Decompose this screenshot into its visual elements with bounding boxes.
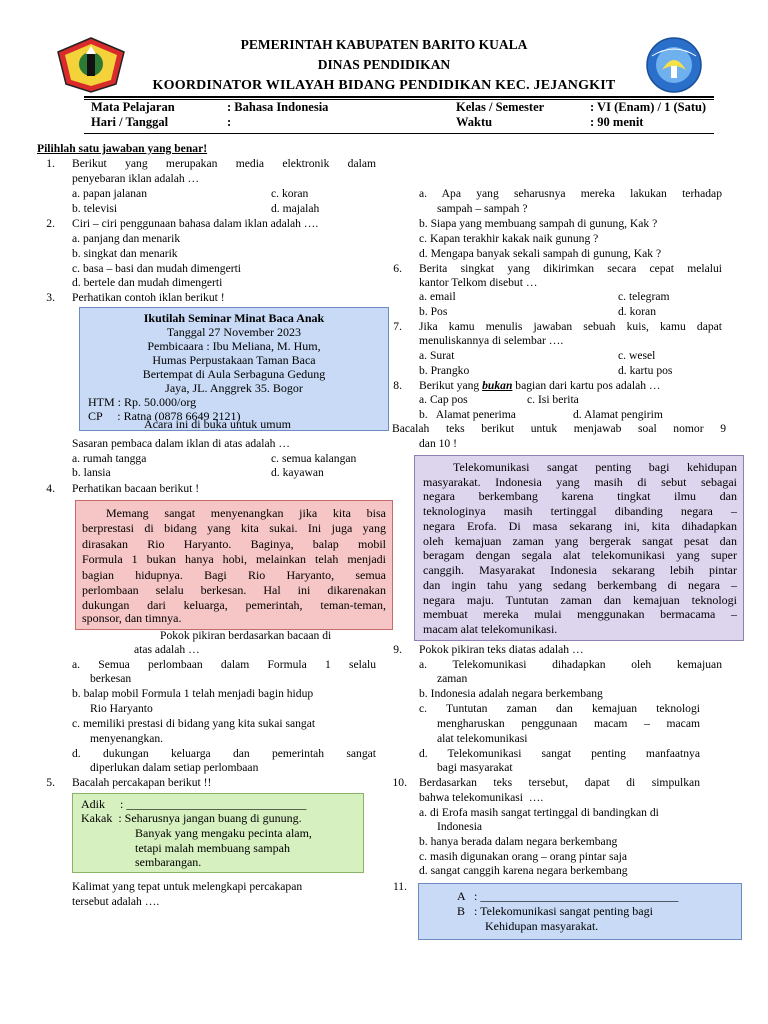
q1-number: 1. xyxy=(46,157,55,170)
q8-text-emphasis: bukan xyxy=(482,379,513,392)
q11-line-b: B : Telekomunikasi sangat penting bagi xyxy=(457,904,653,918)
header-department: DINAS PENDIDIKAN xyxy=(317,57,451,72)
q1-option-c[interactable]: c. koran xyxy=(271,187,309,200)
passage-line4: Formula 1 bukan hanya hobi, melainkan telah menjadi xyxy=(82,552,386,566)
q8-text xyxy=(419,379,661,394)
q3-number: 3. xyxy=(46,291,55,304)
q6-option-c[interactable]: c. telegram xyxy=(618,290,670,303)
telecom-line7: beragam dengan segala alat telekomunikasi yang super xyxy=(423,548,737,562)
q1-option-b[interactable]: b. televisi xyxy=(72,202,118,215)
q1-option-a[interactable]: a. papan jalanan xyxy=(72,187,147,200)
q7-option-a[interactable]: a. Surat xyxy=(419,349,455,362)
header-rule-thick xyxy=(84,96,714,98)
q2-option-c[interactable]: c. basa – basi dan mudah dimengerti xyxy=(72,262,242,275)
q7-option-b[interactable]: b. Prangko xyxy=(419,364,470,377)
q3-text: Perhatikan contoh iklan berikut ! xyxy=(72,291,225,304)
subject-label: Mata Pelajaran xyxy=(91,100,175,114)
q5-question-line2: tersebut adalah …. xyxy=(72,895,160,908)
conversation-kakak-line2: Banyak yang mengaku pecinta alam, xyxy=(135,826,312,840)
q2-option-a[interactable]: a. panjang dan menarik xyxy=(72,232,181,245)
time-value: : 90 menit xyxy=(590,115,644,129)
seminar-ad-box xyxy=(79,307,389,431)
q5-number: 5. xyxy=(46,776,55,789)
q4-option-c-cont: menyenangkan. xyxy=(90,732,164,745)
q6-text-line2: kantor Telkom disebut … xyxy=(419,276,538,289)
q2-number: 2. xyxy=(46,217,55,230)
ad-title: Ikutilah Seminar Minat Baca Anak xyxy=(143,311,325,325)
telecom-line1: Telekomunikasi sangat penting bagi kehidupan xyxy=(453,460,737,474)
q11-number: 11. xyxy=(392,880,407,893)
passage-line8: sponsor, dan timnya. xyxy=(82,611,182,625)
q9-option-c-cont1: mengharuskan penggunaan macam – macam xyxy=(437,717,700,730)
q1-text-line2: penyebaran iklan adalah … xyxy=(72,172,200,185)
q4-question-line1: Pokok pikiran berdasarkan bacaan di xyxy=(160,629,332,642)
header-coordinator: KOORDINATOR WILAYAH BIDANG PENDIDIKAN KEC. JEJANGKIT xyxy=(152,78,616,93)
q4-option-c[interactable]: c. memiliki prestasi di bidang yang kita sukai sangat xyxy=(72,717,316,730)
telecom-line9: dan ingin tahu yang sedang berkembang di negara – xyxy=(423,578,737,592)
telecom-line5: negara Erofa. Di masa sekarang ini, kita dihadapkan xyxy=(423,519,737,533)
q7-option-c[interactable]: c. wesel xyxy=(618,349,656,362)
q9-option-d[interactable]: d. Telekomunikasi sangat penting manfaatnya xyxy=(419,747,700,760)
day-value: : xyxy=(227,115,232,129)
q6-option-b[interactable]: b. Pos xyxy=(419,305,448,318)
telecom-line2: masyarakat. Indonesia yang masih di sebut sebagai xyxy=(423,475,737,489)
passage-line6: perlombaan selalu berkesan. Hal ini dikarenakan xyxy=(82,583,386,597)
q10-option-b[interactable]: b. hanya berada dalam negara berkembang xyxy=(419,835,618,848)
q6-option-d[interactable]: d. koran xyxy=(618,305,656,318)
q4-option-b-cont: Rio Haryanto xyxy=(90,702,153,715)
passage-line5: bagian hidupnya. Bagi Rio Haryanto, semua xyxy=(82,568,386,582)
ad-contact: CP : Ratna (0878 6649 2121) xyxy=(88,409,241,423)
q3-option-b[interactable]: b. lansia xyxy=(72,466,111,479)
q10-option-c[interactable]: c. masih digunakan orang – orang pintar saja xyxy=(419,850,627,863)
q5-text: Bacalah percakapan berikut !! xyxy=(72,776,212,789)
q9-option-b[interactable]: b. Indonesia adalah negara berkembang xyxy=(419,687,603,700)
day-label: Hari / Tanggal xyxy=(91,115,169,129)
ad-speaker-line1: Pembicaara : Ibu Meliana, M. Hum, xyxy=(147,339,321,353)
q4-option-d-cont: diperlukan dalam setiap perlombaan xyxy=(90,761,259,774)
q9-text: Pokok pikiran teks diatas adalah … xyxy=(419,643,584,656)
info-rule xyxy=(84,133,714,134)
q3-option-a[interactable]: a. rumah tangga xyxy=(72,452,147,465)
q9-option-c[interactable]: c. Tuntutan zaman dan kemajuan teknologi xyxy=(419,702,700,715)
q10-text-line2: bahwa telekomunikasi …. xyxy=(419,791,544,804)
q8-option-c[interactable]: c. Isi berita xyxy=(527,393,579,406)
q9-option-a[interactable]: a. Telekomunikasi dihadapkan oleh kemajuan xyxy=(419,658,722,671)
q5-option-c[interactable]: c. Kapan terakhir kakak naik gunung ? xyxy=(419,232,599,245)
q5-option-b[interactable]: b. Siapa yang membuang sampah di gunung, Kak ? xyxy=(419,217,658,230)
conversation-kakak-line1: Kakak : Seharusnya jangan buang di gunung. xyxy=(81,811,302,825)
telecom-line8: canggih. Masyarakat Indonesia sekarang lebih pintar xyxy=(423,563,737,577)
q10-option-d[interactable]: d. sangat canggih karena negara berkembang xyxy=(419,864,628,877)
q9-option-a-cont: zaman xyxy=(437,672,468,685)
telecom-line3: negara berkembang karena tingkat ilmu dan xyxy=(423,489,737,503)
q9-number: 9. xyxy=(393,643,402,656)
q1-option-d[interactable]: d. majalah xyxy=(271,202,320,215)
rio-haryanto-passage-box xyxy=(75,500,393,630)
ad-open-public: Acara ini di buka untuk umum xyxy=(144,417,291,431)
telecom-line12: macam alat telekomunikasi. xyxy=(423,622,558,636)
q8-option-b[interactable]: b. Alamat penerima xyxy=(419,408,516,421)
passage-intro-line1: Bacalah teks berikut untuk menjawab soal nomor 9 xyxy=(392,422,726,435)
q4-option-d[interactable]: d. dukungan keluarga dan pemerintah sangat xyxy=(72,747,376,760)
q2-option-d[interactable]: d. bertele dan mudah dimengerti xyxy=(72,276,223,289)
q1-text-line1: Berikut yang merupakan media elektronik dalam xyxy=(72,157,376,170)
q2-text: Ciri – ciri penggunaan bahasa dalam iklan adalah …. xyxy=(72,217,319,230)
q3-option-d[interactable]: d. kayawan xyxy=(271,466,324,479)
q11-line-b-cont: Kehidupan masyarakat. xyxy=(485,919,599,933)
q11-dialog-box xyxy=(418,883,742,940)
q8-option-a[interactable]: a. Cap pos xyxy=(419,393,468,406)
class-label: Kelas / Semester xyxy=(456,100,545,114)
q8-option-d[interactable]: d. Alamat pengirim xyxy=(573,408,663,421)
telecommunication-passage-box xyxy=(414,455,744,641)
ad-date: Tanggal 27 November 2023 xyxy=(166,325,302,339)
q5-question-line1: Kalimat yang tepat untuk melengkapi percakapan xyxy=(72,880,303,893)
q7-number: 7. xyxy=(393,320,402,333)
ad-ticket-price: HTM : Rp. 50.000/org xyxy=(88,395,197,409)
passage-intro-line2: dan 10 ! xyxy=(419,437,457,450)
q3-option-c[interactable]: c. semua kalangan xyxy=(271,452,357,465)
telecom-line4: teknologinya masih tertinggal dibanding negara – xyxy=(423,504,737,518)
telecom-line6: oleh kemajuan zaman yang bergerak sangat pesat dan xyxy=(423,534,737,548)
q4-number: 4. xyxy=(46,482,55,495)
passage-line7: dukungan dari keluarga, pemerintah, teman-teman, xyxy=(82,598,386,612)
q5-option-a-cont: sampah – sampah ? xyxy=(437,202,528,215)
q7-option-d[interactable]: d. kartu pos xyxy=(618,364,673,377)
q10-option-a-cont: Indonesia xyxy=(437,820,483,833)
ad-place-line1: Bertempat di Aula Serbaguna Gedung xyxy=(142,367,326,381)
q6-option-a[interactable]: a. email xyxy=(419,290,456,303)
q5-option-a[interactable]: a. Apa yang seharusnya mereka lakukan terhadap xyxy=(419,187,722,200)
q4-option-a-cont: berkesan xyxy=(90,672,132,685)
instruction: Pilihlah satu jawaban yang benar! xyxy=(37,142,208,155)
telecom-line11: membuat mereka mulai menggunakan bermacama – xyxy=(423,607,737,621)
q7-text-line1: Jika kamu menulis jawaban sebuah kuis, kamu dapat xyxy=(419,320,722,333)
q8-number: 8. xyxy=(393,379,402,392)
q9-option-d-cont: bagi masyarakat xyxy=(437,761,513,774)
q6-number: 6. xyxy=(393,262,402,275)
ad-speaker-line2: Humas Perpustakaan Taman Baca xyxy=(152,353,316,367)
class-value: : VI (Enam) / 1 (Satu) xyxy=(590,100,707,114)
conversation-kakak-line3: tetapi malah membuang sampah xyxy=(135,841,290,855)
passage-line3: dirasakan Rio Haryanto. Baginya, balap mobil xyxy=(82,537,386,551)
q2-option-b[interactable]: b. singkat dan menarik xyxy=(72,247,178,260)
q8-text-post: bagian dari kartu pos adalah … xyxy=(512,379,661,392)
telecom-line10: negara maju. Tuntutan zaman dan kemajuan teknologi xyxy=(423,593,737,607)
conversation-kakak-line4: sembarangan. xyxy=(135,855,202,869)
conversation-adik: Adik : ______________________________ xyxy=(81,797,307,811)
q5-option-d[interactable]: d. Mengapa banyak sekali sampah di gunung, Kak ? xyxy=(419,247,662,260)
q4-option-b[interactable]: b. balap mobil Formula 1 telah menjadi bagin hidup xyxy=(72,687,314,700)
q4-text: Perhatikan bacaan berikut ! xyxy=(72,482,200,495)
time-label: Waktu xyxy=(456,115,493,129)
q10-option-a[interactable]: a. di Erofa masih sangat tertinggal di bandingkan di xyxy=(419,806,659,819)
q6-text-line1: Berita singkat yang dikirimkan secara cepat melalui xyxy=(419,262,722,275)
q4-option-a[interactable]: a. Semua perlombaan dalam Formula 1 selalu xyxy=(72,658,376,671)
header-government: PEMERINTAH KABUPATEN BARITO KUALA xyxy=(240,37,528,52)
q9-option-c-cont2: alat telekomunikasi xyxy=(437,732,528,745)
q10-text-line1: Berdasarkan teks tersebut, dapat di simpulkan xyxy=(419,776,700,789)
passage-line2: berprestasi di bidang yang kita sukai. Ini juga yang xyxy=(82,521,386,535)
subject-value: : Bahasa Indonesia xyxy=(227,100,329,114)
q4-question-line2: atas adalah … xyxy=(134,643,200,656)
q3-question: Sasaran pembaca dalam iklan di atas adalah … xyxy=(72,437,290,450)
q10-number: 10. xyxy=(392,776,407,789)
q7-text-line2: menuliskannya di selembar …. xyxy=(419,334,564,347)
q11-line-a[interactable]: A : _________________________________ xyxy=(457,889,679,903)
conversation-box xyxy=(72,793,364,873)
q8-text-pre: Berikut yang xyxy=(419,379,483,392)
ad-place-line2: Jaya, JL. Anggrek 35. Bogor xyxy=(165,381,303,395)
passage-line1: Memang sangat menyenangkan jika kita bisa xyxy=(106,506,386,520)
